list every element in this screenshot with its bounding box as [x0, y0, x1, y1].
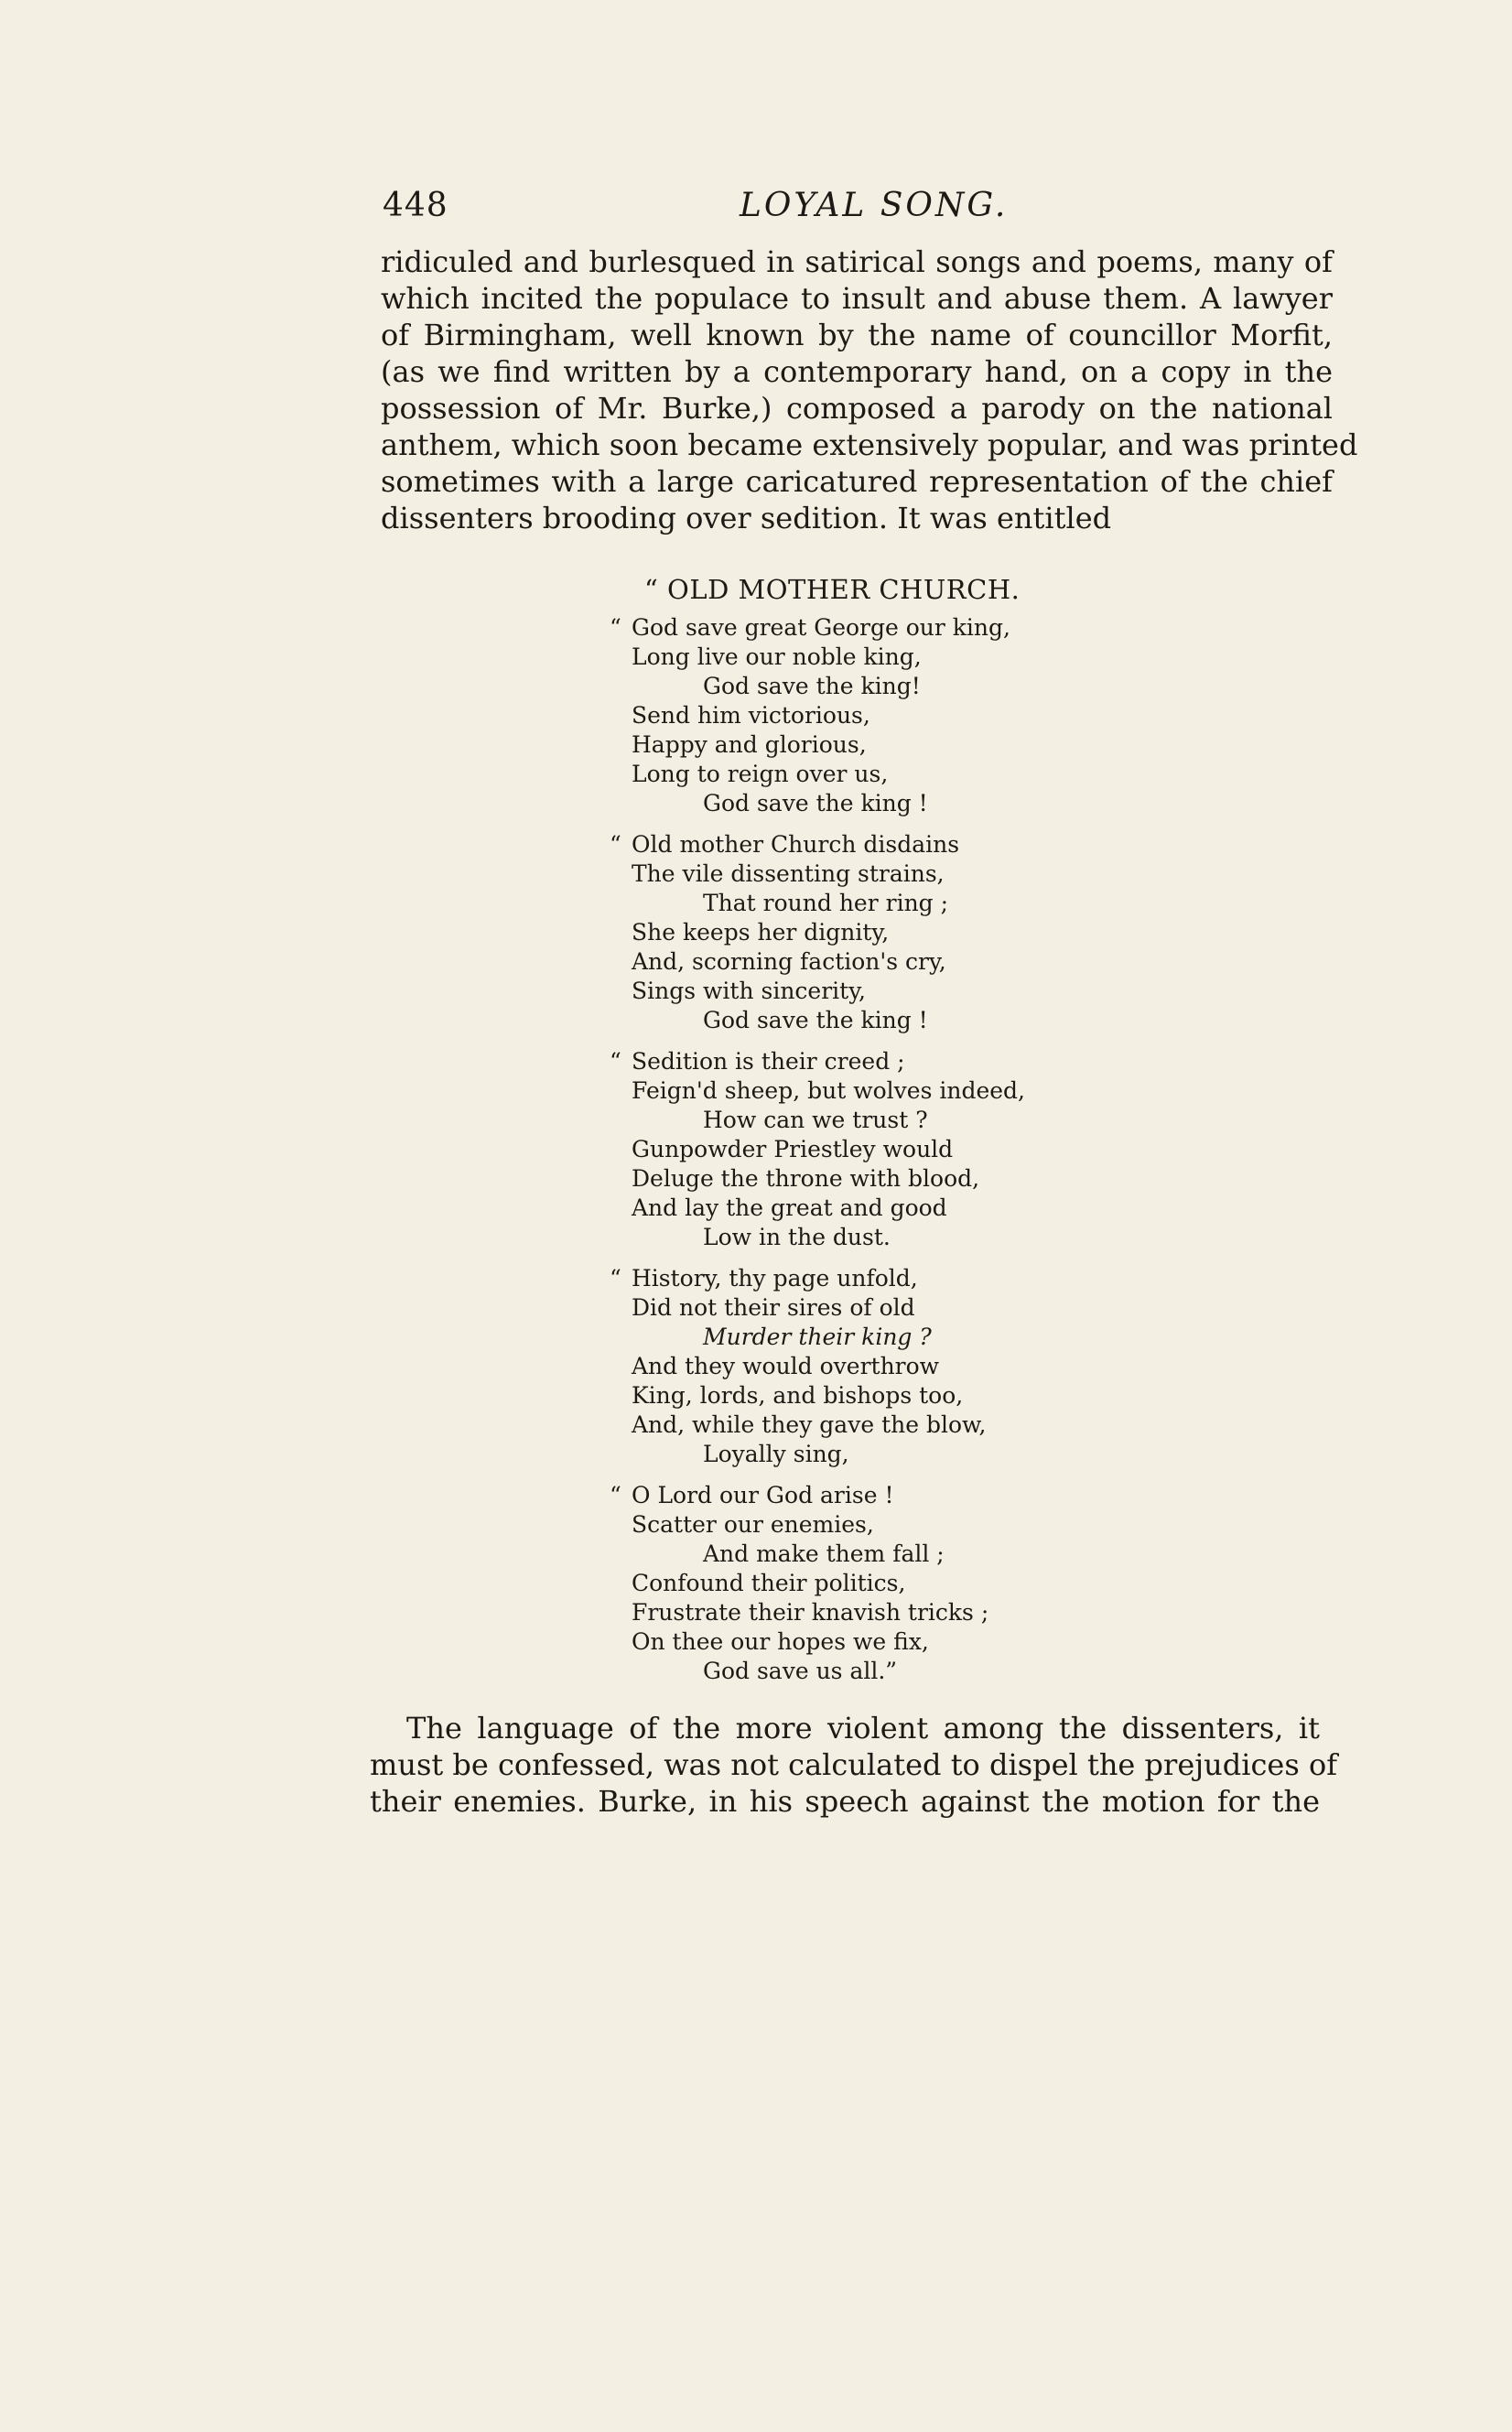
verse-line: The vile dissenting strains,	[632, 860, 945, 887]
page-number: 448	[383, 187, 448, 224]
verse-text: Old mother Church disdains	[632, 831, 960, 858]
verse-line: God save the king !	[703, 1007, 928, 1033]
verse-line	[610, 613, 1144, 643]
verse-line: Happy and glorious,	[632, 731, 867, 758]
text-line: of Birmingham, well known by the name of councillor Morfit,	[381, 318, 1333, 352]
verse-line: Long to reign over us,	[632, 761, 889, 787]
verse-text: O Lord our God arise !	[632, 1482, 894, 1508]
text-line: anthem, which soon became extensively popular, and was printed	[381, 427, 1358, 462]
verse-line	[610, 830, 1144, 859]
verse-line: That round her ring ;	[703, 890, 949, 916]
paragraph-continuation	[370, 1710, 1338, 1820]
text-line: must be confessed, was not calculated to dispel the prejudices of	[370, 1747, 1338, 1782]
poem-stanza	[610, 1264, 1144, 1469]
verse-line: How can we trust ?	[703, 1107, 928, 1133]
verse-line: On thee our hopes we fix,	[632, 1628, 929, 1655]
text-line: The language of the more violent among the dissenters, it	[406, 1711, 1320, 1746]
text-line: which incited the populace to insult and abuse them. A lawyer	[381, 281, 1333, 316]
poem-stanza	[610, 1047, 1144, 1252]
text-line: ridiculed and burlesqued in satirical songs and poems, many of	[381, 244, 1333, 279]
verse-line	[610, 1481, 1144, 1510]
verse-line: Gunpowder Priestley would	[632, 1136, 954, 1162]
verse-text: God save great George our king,	[632, 614, 1010, 641]
verse-line	[610, 1047, 1144, 1076]
verse-line: Scatter our enemies,	[632, 1511, 874, 1538]
verse-line: Long live our noble king,	[632, 643, 922, 670]
verse-line: Did not their sires of old	[632, 1294, 915, 1321]
text-line: (as we find written by a contemporary hand, on a copy in the	[381, 354, 1333, 389]
verse-line	[610, 1264, 1144, 1293]
text-line: possession of Mr. Burke,) composed a parody on the national	[381, 391, 1333, 426]
verse-line: Confound their politics,	[632, 1570, 906, 1596]
verse-line: Feign'd sheep, but wolves indeed,	[632, 1077, 1025, 1104]
verse-line: And lay the great and good	[632, 1194, 947, 1221]
poem-block	[610, 571, 1144, 1698]
verse-line: Send him victorious,	[632, 702, 870, 729]
opening-quote: “	[610, 1048, 621, 1075]
text-line: sometimes with a large caricatured representation of the chief	[381, 464, 1333, 499]
verse-line: And, while they gave the blow,	[632, 1411, 987, 1438]
verse-line: Deluge the throne with blood,	[632, 1165, 980, 1192]
poem-stanza	[610, 1481, 1144, 1686]
poem-stanza	[610, 830, 1144, 1035]
verse-line: And they would overthrow	[632, 1353, 940, 1379]
verse-line: God save the king!	[703, 673, 921, 699]
verse-line: King, lords, and bishops too,	[632, 1382, 964, 1409]
text-line: their enemies. Burke, in his speech against the motion for the	[370, 1784, 1320, 1819]
opening-quote: “	[610, 1482, 621, 1508]
verse-text: History, thy page unfold,	[632, 1265, 918, 1292]
verse-line: Murder their king ?	[703, 1324, 932, 1350]
verse-line: Low in the dust.	[703, 1224, 891, 1250]
verse-line: Loyally sing,	[703, 1441, 849, 1467]
verse-line: God save the king !	[703, 790, 928, 816]
verse-line: Frustrate their knavish tricks ;	[632, 1599, 989, 1626]
poem-title: “ OLD MOTHER CHURCH.	[644, 574, 1021, 605]
verse-line: And make them fall ;	[703, 1540, 945, 1567]
opening-quote: “	[610, 614, 621, 641]
verse-text: Sedition is their creed ;	[632, 1048, 905, 1075]
text-line: dissenters brooding over sedition. It was entitled	[381, 501, 1112, 535]
page-header	[383, 187, 1334, 232]
verse-line: God save us all.”	[703, 1658, 898, 1684]
running-head: LOYAL SONG.	[740, 187, 1009, 224]
verse-line: Sings with sincerity,	[632, 978, 866, 1004]
verse-line: And, scorning faction's cry,	[632, 948, 946, 975]
verse-line: She keeps her dignity,	[632, 919, 890, 946]
paragraph-intro	[381, 243, 1358, 536]
opening-quote: “	[610, 1265, 621, 1292]
opening-quote: “	[610, 831, 621, 858]
poem-stanza	[610, 613, 1144, 818]
